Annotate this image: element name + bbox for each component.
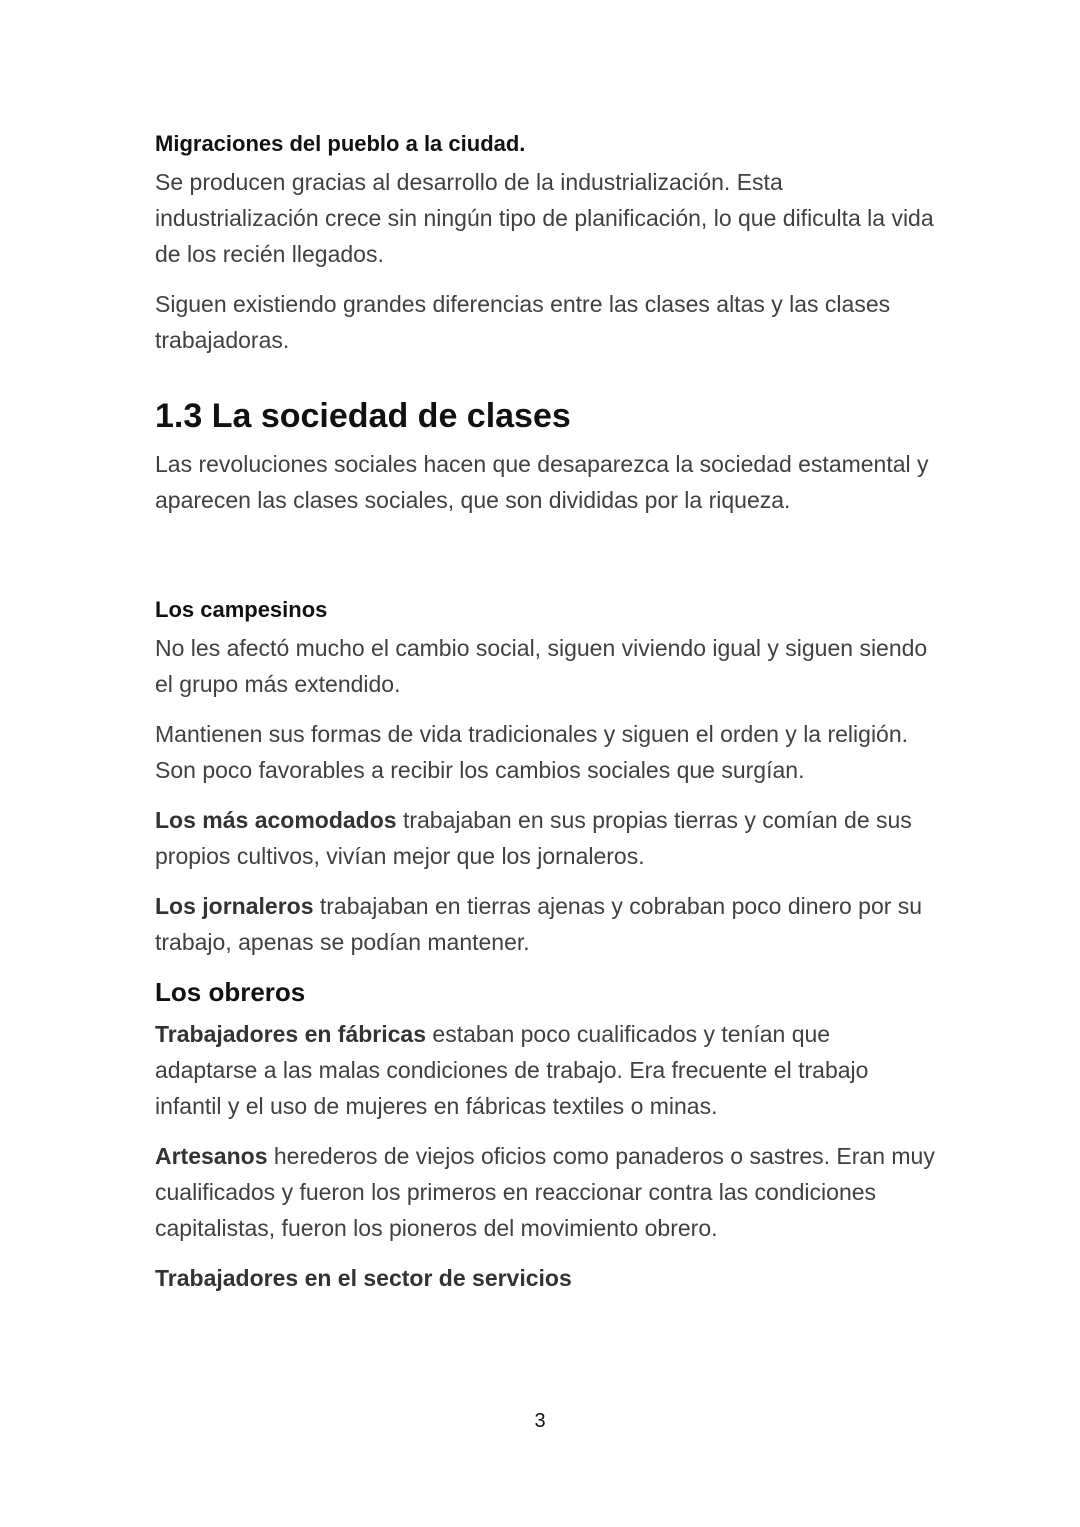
- bold-term: Los más acomodados: [155, 807, 397, 833]
- paragraph: No les afectó mucho el cambio social, siguen viviendo igual y siguen siendo el grupo más extendido.: [155, 635, 928, 697]
- paragraph: [155, 888, 935, 960]
- paragraph-text: trabajaban en sus propias tierras y comían de sus propios cultivos, vivían mejor que los jornaleros.: [155, 807, 912, 869]
- paragraph-text: trabajaban en tierras ajenas y cobraban poco dinero por su trabajo, apenas se podían mantener.: [155, 893, 923, 955]
- paragraph: [155, 1138, 935, 1246]
- heading-migraciones: Migraciones del pueblo a la ciudad.: [155, 131, 526, 156]
- heading-obreros: Los obreros: [155, 977, 306, 1007]
- paragraph: Las revoluciones sociales hacen que desaparezca la sociedad estamental y aparecen las clases sociales, que son divididas por la riqueza.: [155, 451, 929, 513]
- page-number: 3: [534, 1410, 546, 1432]
- paragraph: Mantienen sus formas de vida tradicionales y siguen el orden y la religión. Son poco favorables a recibir los cambios sociales que surgían.: [155, 721, 909, 783]
- paragraph-text: estaban poco cualificados y tenían que adaptarse a las malas condiciones de trabajo. Era frecuente el trabajo infantil y el uso de mujeres en fábricas textiles o minas.: [155, 1021, 869, 1119]
- bold-term: Artesanos: [155, 1143, 268, 1169]
- paragraph: [155, 802, 935, 874]
- heading-campesinos: Los campesinos: [155, 597, 328, 622]
- paragraph: [155, 1260, 935, 1296]
- page-content: [155, 128, 935, 1310]
- heading-sociedad-clases: 1.3 La sociedad de clases: [155, 397, 571, 435]
- bold-term: Trabajadores en el sector de servicios: [155, 1265, 572, 1291]
- paragraph-text: herederos de viejos oficios como panaderos o sastres. Eran muy cualificados y fueron los primeros en reaccionar contra las condiciones capitalistas, fueron los pioneros del movimiento obrero.: [155, 1143, 935, 1241]
- paragraph: [155, 1016, 935, 1124]
- bold-term: Los jornaleros: [155, 893, 314, 919]
- paragraph: Siguen existiendo grandes diferencias entre las clases altas y las clases trabajadoras.: [155, 291, 891, 353]
- paragraph: Se producen gracias al desarrollo de la industrialización. Esta industrialización crece sin ningún tipo de planificación, lo que dificulta la vida de los recién llegados.: [155, 169, 934, 267]
- bold-term: Trabajadores en fábricas: [155, 1021, 427, 1047]
